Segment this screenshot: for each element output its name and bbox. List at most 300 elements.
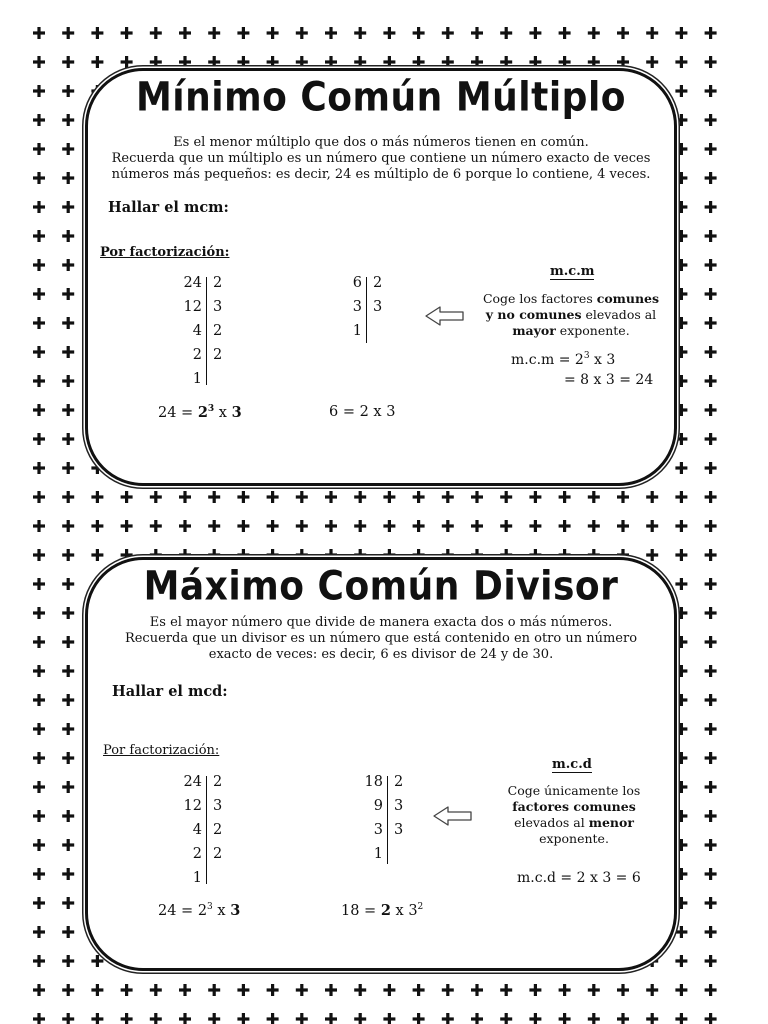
plus-icon	[675, 694, 687, 706]
rule-text: Coge únicamente los	[507, 783, 641, 798]
factor-number: 2	[192, 347, 202, 363]
plus-icon	[471, 520, 483, 532]
plus-icon	[325, 491, 337, 503]
result-times: x 3	[390, 903, 418, 919]
plus-icon	[705, 520, 717, 532]
result-base: 2	[197, 404, 208, 421]
plus-icon	[237, 56, 249, 68]
factor-number: 3	[352, 299, 362, 315]
plus-icon	[705, 27, 717, 39]
plus-icon	[383, 56, 395, 68]
plus-icon	[354, 984, 366, 996]
plus-icon	[675, 752, 687, 764]
result-lhs: 24 = 2	[158, 903, 208, 919]
factor-number: 4	[192, 323, 202, 339]
mcd-result-18	[341, 902, 423, 919]
plus-icon	[91, 56, 103, 68]
plus-icon	[559, 27, 571, 39]
plus-icon	[208, 491, 220, 503]
plus-icon	[383, 491, 395, 503]
plus-icon	[62, 752, 74, 764]
plus-icon	[208, 1013, 220, 1024]
rule-bold: comunes	[596, 291, 660, 306]
rule-text: Coge los factores	[482, 291, 597, 306]
factor-prime: 2	[213, 846, 223, 862]
plus-icon	[675, 578, 687, 590]
plus-icon	[675, 259, 687, 271]
plus-icon	[354, 27, 366, 39]
factor-number: 1	[192, 371, 202, 387]
plus-icon	[33, 375, 45, 387]
rule-text: elevados al	[514, 815, 589, 830]
mcm-card	[85, 68, 677, 486]
plus-icon	[237, 1013, 249, 1024]
plus-icon	[62, 201, 74, 213]
mcm-subheading: Por factorización:	[100, 245, 230, 260]
plus-icon	[33, 172, 45, 184]
plus-icon	[62, 955, 74, 967]
plus-icon	[705, 665, 717, 677]
mcm-desc-line: números más pequeños: es decir, 24 es múltiplo de 6 porque lo contiene, 4 veces.	[111, 167, 651, 182]
plus-icon	[325, 1013, 337, 1024]
mcd-card	[85, 557, 677, 971]
factor-number: 6	[352, 275, 362, 291]
plus-icon	[617, 984, 629, 996]
plus-icon	[296, 1013, 308, 1024]
plus-icon	[91, 955, 103, 967]
plus-icon	[62, 607, 74, 619]
plus-icon	[705, 636, 717, 648]
plus-icon	[705, 752, 717, 764]
plus-icon	[675, 346, 687, 358]
plus-icon	[529, 491, 541, 503]
factor-number: 24	[183, 774, 202, 790]
plus-icon	[383, 27, 395, 39]
plus-icon	[237, 984, 249, 996]
plus-icon	[500, 1013, 512, 1024]
plus-icon	[62, 143, 74, 155]
plus-icon	[296, 27, 308, 39]
factor-number: 1	[373, 846, 383, 862]
plus-icon	[529, 520, 541, 532]
plus-icon	[705, 926, 717, 938]
plus-icon	[62, 259, 74, 271]
plus-icon	[296, 491, 308, 503]
plus-icon	[33, 694, 45, 706]
factor-divider	[366, 277, 367, 343]
factor-prime: 3	[394, 822, 404, 838]
plus-icon	[62, 781, 74, 793]
plus-icon	[559, 520, 571, 532]
plus-icon	[91, 984, 103, 996]
mcm-desc-line: Recuerda que un múltiplo es un número que contiene un número exacto de veces	[111, 151, 651, 166]
plus-icon	[150, 56, 162, 68]
plus-icon	[675, 462, 687, 474]
plus-icon	[675, 27, 687, 39]
plus-icon	[675, 1013, 687, 1024]
plus-icon	[267, 520, 279, 532]
plus-icon	[383, 520, 395, 532]
plus-icon	[33, 201, 45, 213]
formula-text: x 3	[589, 352, 616, 368]
plus-icon	[675, 317, 687, 329]
formula-exponent: 3	[583, 351, 590, 361]
plus-icon	[588, 520, 600, 532]
plus-icon	[354, 1013, 366, 1024]
plus-icon	[62, 288, 74, 300]
plus-icon	[705, 549, 717, 561]
factor-number: 3	[373, 822, 383, 838]
plus-icon	[179, 27, 191, 39]
plus-icon	[559, 984, 571, 996]
plus-icon	[413, 984, 425, 996]
plus-icon	[500, 520, 512, 532]
plus-icon	[413, 1013, 425, 1024]
plus-icon	[33, 665, 45, 677]
plus-icon	[150, 984, 162, 996]
plus-icon	[675, 868, 687, 880]
plus-icon	[179, 520, 191, 532]
result-base: 2	[380, 902, 391, 919]
plus-icon	[500, 984, 512, 996]
plus-icon	[33, 259, 45, 271]
plus-icon	[442, 984, 454, 996]
factor-divider	[206, 277, 207, 385]
plus-icon	[705, 404, 717, 416]
mcm-desc-line: Es el menor múltiplo que dos o más números tienen en común.	[173, 135, 589, 150]
plus-icon	[705, 723, 717, 735]
result-base: 3	[231, 404, 242, 421]
factor-prime: 2	[213, 347, 223, 363]
plus-icon	[150, 520, 162, 532]
factor-number: 1	[192, 870, 202, 886]
plus-icon	[33, 230, 45, 242]
plus-icon	[325, 27, 337, 39]
plus-icon	[33, 520, 45, 532]
plus-icon	[208, 984, 220, 996]
plus-icon	[675, 288, 687, 300]
mcd-rule-text	[494, 783, 654, 847]
plus-icon	[675, 172, 687, 184]
plus-icon	[33, 781, 45, 793]
plus-icon	[471, 56, 483, 68]
factor-number: 12	[183, 798, 202, 814]
plus-icon	[33, 114, 45, 126]
arrow-left-icon	[424, 305, 466, 327]
factor-prime: 2	[213, 275, 223, 291]
factor-number: 12	[183, 299, 202, 315]
plus-icon	[62, 172, 74, 184]
plus-icon	[62, 375, 74, 387]
plus-icon	[62, 520, 74, 532]
plus-icon	[675, 897, 687, 909]
plus-icon	[325, 520, 337, 532]
plus-icon	[237, 27, 249, 39]
plus-icon	[33, 462, 45, 474]
plus-icon	[267, 984, 279, 996]
plus-icon	[588, 27, 600, 39]
plus-icon	[413, 520, 425, 532]
plus-icon	[646, 549, 658, 561]
factor-number: 2	[192, 846, 202, 862]
mcm-factor-table-24	[158, 271, 238, 395]
plus-icon	[383, 984, 395, 996]
factor-prime: 2	[213, 822, 223, 838]
plus-icon	[675, 549, 687, 561]
plus-icon	[33, 752, 45, 764]
factor-prime: 2	[394, 774, 404, 790]
plus-icon	[705, 201, 717, 213]
plus-icon	[471, 1013, 483, 1024]
plus-icon	[62, 346, 74, 358]
plus-icon	[705, 317, 717, 329]
rule-text: elevados al	[581, 307, 657, 322]
factor-prime: 2	[213, 323, 223, 339]
plus-icon	[705, 491, 717, 503]
plus-icon	[33, 839, 45, 851]
plus-icon	[62, 404, 74, 416]
plus-icon	[354, 520, 366, 532]
plus-icon	[33, 56, 45, 68]
plus-icon	[500, 27, 512, 39]
plus-icon	[617, 491, 629, 503]
plus-icon	[529, 1013, 541, 1024]
result-exponent: 3	[207, 404, 215, 414]
plus-icon	[705, 694, 717, 706]
plus-icon	[208, 520, 220, 532]
rule-bold: mayor	[512, 323, 556, 338]
plus-icon	[500, 491, 512, 503]
plus-icon	[705, 578, 717, 590]
plus-icon	[150, 491, 162, 503]
plus-icon	[646, 27, 658, 39]
plus-icon	[33, 868, 45, 880]
mcm-result-24	[158, 404, 242, 421]
plus-icon	[62, 578, 74, 590]
mcm-rule-text	[476, 291, 666, 339]
plus-icon	[675, 665, 687, 677]
plus-icon	[675, 85, 687, 97]
mcd-rule-title: m.c.d	[552, 757, 592, 772]
factor-prime: 3	[373, 299, 383, 315]
plus-icon	[33, 317, 45, 329]
plus-icon	[62, 694, 74, 706]
plus-icon	[62, 1013, 74, 1024]
plus-icon	[91, 549, 103, 561]
plus-icon	[296, 984, 308, 996]
result-lhs: 24 =	[158, 405, 198, 421]
plus-icon	[675, 607, 687, 619]
plus-icon	[62, 810, 74, 822]
plus-icon	[471, 984, 483, 996]
plus-icon	[705, 172, 717, 184]
plus-icon	[705, 288, 717, 300]
plus-icon	[646, 520, 658, 532]
rule-text: exponente.	[555, 323, 630, 338]
plus-icon	[705, 781, 717, 793]
plus-icon	[588, 984, 600, 996]
plus-icon	[179, 984, 191, 996]
plus-icon	[675, 810, 687, 822]
plus-icon	[267, 27, 279, 39]
arrow-left-icon	[432, 805, 474, 827]
result-lhs: 18 =	[341, 903, 381, 919]
plus-icon	[617, 520, 629, 532]
plus-icon	[33, 549, 45, 561]
plus-icon	[442, 520, 454, 532]
plus-icon	[413, 491, 425, 503]
factor-prime: 3	[394, 798, 404, 814]
plus-icon	[705, 897, 717, 909]
plus-icon	[675, 143, 687, 155]
plus-icon	[91, 520, 103, 532]
plus-icon	[675, 984, 687, 996]
plus-icon	[559, 56, 571, 68]
plus-icon	[62, 665, 74, 677]
plus-icon	[705, 346, 717, 358]
factor-number: 18	[364, 774, 383, 790]
factor-number: 4	[192, 822, 202, 838]
plus-icon	[62, 462, 74, 474]
plus-icon	[675, 230, 687, 242]
mcm-formula	[511, 352, 615, 368]
plus-icon	[559, 1013, 571, 1024]
plus-icon	[33, 723, 45, 735]
plus-icon	[705, 85, 717, 97]
plus-icon	[62, 317, 74, 329]
plus-icon	[705, 839, 717, 851]
factor-prime: 3	[213, 798, 223, 814]
plus-icon	[529, 56, 541, 68]
plus-icon	[33, 636, 45, 648]
mcm-formula-result: = 8 x 3 = 24	[564, 372, 654, 388]
mcm-rule-title: m.c.m	[550, 264, 595, 279]
plus-icon	[646, 984, 658, 996]
mcd-result-24	[158, 902, 240, 919]
factor-number: 9	[373, 798, 383, 814]
mcd-subheading: Por factorización:	[103, 743, 220, 758]
plus-icon	[150, 1013, 162, 1024]
plus-icon	[675, 520, 687, 532]
plus-icon	[325, 56, 337, 68]
factor-prime: 3	[213, 299, 223, 315]
plus-icon	[33, 984, 45, 996]
plus-icon	[33, 143, 45, 155]
mcd-factor-table-18	[339, 770, 419, 870]
plus-icon	[33, 926, 45, 938]
plus-icon	[413, 56, 425, 68]
plus-icon	[33, 955, 45, 967]
result-base: 3	[230, 902, 241, 919]
plus-icon	[442, 491, 454, 503]
plus-icon	[179, 1013, 191, 1024]
plus-icon	[675, 404, 687, 416]
mcm-factor-table-6	[318, 271, 398, 347]
plus-icon	[705, 143, 717, 155]
plus-icon	[588, 491, 600, 503]
rule-text: exponente.	[539, 831, 609, 846]
plus-icon	[33, 897, 45, 909]
plus-icon	[121, 520, 133, 532]
plus-icon	[675, 955, 687, 967]
mcm-result-6: 6 = 2 x 3	[329, 404, 396, 420]
plus-icon	[675, 56, 687, 68]
mcd-title: Máximo Común Divisor	[143, 563, 619, 610]
plus-icon	[33, 1013, 45, 1024]
plus-icon	[62, 230, 74, 242]
plus-icon	[646, 56, 658, 68]
mcm-heading: Hallar el mcm:	[108, 199, 229, 216]
plus-icon	[529, 984, 541, 996]
plus-icon	[471, 491, 483, 503]
plus-icon	[705, 607, 717, 619]
plus-icon	[675, 433, 687, 445]
plus-icon	[559, 491, 571, 503]
plus-icon	[33, 288, 45, 300]
plus-icon	[62, 491, 74, 503]
mcm-description	[98, 135, 664, 183]
plus-icon	[33, 810, 45, 822]
plus-icon	[62, 433, 74, 445]
plus-icon	[237, 520, 249, 532]
plus-icon	[62, 839, 74, 851]
plus-icon	[121, 1013, 133, 1024]
formula-text: m.c.m = 2	[511, 352, 584, 368]
plus-icon	[383, 1013, 395, 1024]
plus-icon	[675, 114, 687, 126]
mcd-description	[98, 615, 664, 663]
plus-icon	[705, 56, 717, 68]
plus-icon	[237, 491, 249, 503]
plus-icon	[267, 56, 279, 68]
plus-icon	[91, 1013, 103, 1024]
plus-icon	[62, 56, 74, 68]
result-exponent: 3	[207, 902, 213, 912]
plus-icon	[91, 27, 103, 39]
plus-icon	[150, 27, 162, 39]
plus-icon	[705, 462, 717, 474]
plus-icon	[675, 723, 687, 735]
plus-icon	[471, 27, 483, 39]
factor-number: 24	[183, 275, 202, 291]
plus-icon	[33, 27, 45, 39]
plus-icon	[500, 56, 512, 68]
plus-icon	[33, 404, 45, 416]
plus-icon	[442, 1013, 454, 1024]
plus-icon	[121, 491, 133, 503]
factor-number: 1	[352, 323, 362, 339]
plus-icon	[62, 868, 74, 880]
plus-icon	[179, 56, 191, 68]
plus-icon	[33, 607, 45, 619]
plus-icon	[121, 27, 133, 39]
plus-icon	[646, 1013, 658, 1024]
mcd-desc-line: Recuerda que un divisor es un número que está contenido en otro un número	[124, 631, 638, 646]
plus-icon	[705, 259, 717, 271]
plus-icon	[442, 27, 454, 39]
factor-prime: 2	[213, 774, 223, 790]
plus-icon	[354, 491, 366, 503]
plus-icon	[62, 984, 74, 996]
plus-icon	[646, 491, 658, 503]
factor-prime: 2	[373, 275, 383, 291]
plus-icon	[62, 85, 74, 97]
plus-icon	[62, 723, 74, 735]
plus-icon	[705, 114, 717, 126]
plus-icon	[675, 839, 687, 851]
plus-icon	[33, 491, 45, 503]
mcd-desc-line: Es el mayor número que divide de manera exacta dos o más números.	[149, 615, 613, 630]
